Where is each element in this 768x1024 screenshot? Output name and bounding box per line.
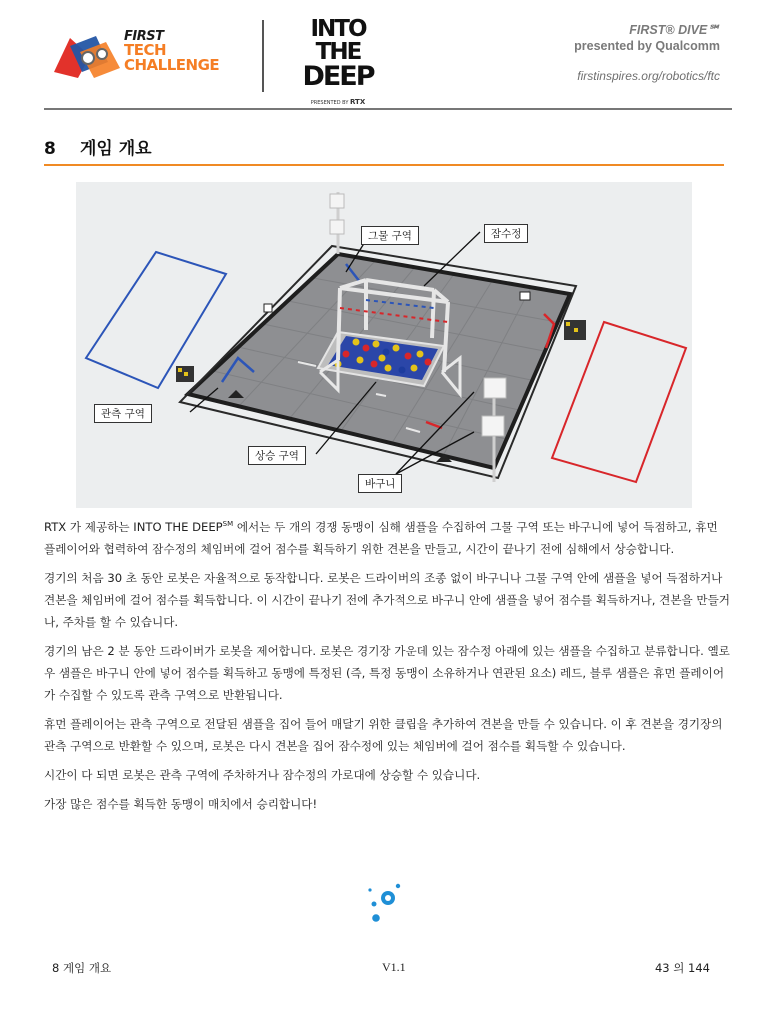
apriltag-marker [520,292,530,300]
section-number: 8 [44,139,56,159]
callout-basket: 바구니 [358,474,402,493]
footer-page-number: 43 의 144 [654,961,710,975]
section-title: 게임 개요 [80,139,152,159]
into-the-deep-logo [288,16,388,106]
footer-version: V1.1 [382,960,406,974]
paragraph-driver-controlled: 경기의 남은 2 분 동안 드라이버가 로봇을 제어합니다. 로봇은 경기장 가운데 있는 잠수정 아래에 있는 샘플을 수집하고 분류합니다. 옐로우 샘플은 바구니 안에 넣어 점수를 획득하고 동맹에 특정된 (즉, 특정 동맹이 소유하거나 연관된 요소) 레드, 블루 샘플은 휴먼 플레이어가 수집할 수 있도록 관측 구역으로 반환됩니다. [44,644,730,702]
field-figure [76,182,692,508]
page-header [0,0,768,112]
apriltag-marker [264,304,272,312]
ftc-logo-mark-icon [50,32,126,82]
program-url: firstinspires.org/robotics/ftc [577,69,720,83]
program-sponsor: presented by Qualcomm [574,39,720,53]
rtx-sponsor: RTX [349,98,366,106]
header-right-block [574,22,720,83]
logo-line-into-the: INTO THE [310,16,366,65]
callout-submersible: 잠수정 [484,224,528,243]
logo-presented-by: PRESENTED BY RTX [310,98,366,106]
paragraph-winner: 가장 많은 점수를 획득한 동맹이 매치에서 승리합니다! [44,797,318,811]
paragraph-end-game: 시간이 다 되면 로봇은 관측 구역에 주차하거나 잠수정의 가로대에 상승할 수 있습니다. [44,768,481,782]
section-heading [44,134,152,159]
dive-bubbles-icon [362,880,406,926]
footer-section: 8 게임 개요 [52,961,112,975]
header-divider [262,20,264,92]
paragraph-intro: RTX 가 제공하는 INTO THE DEEP℠ 에서는 두 개의 경쟁 동맹이 심해 샘플을 수집하여 그물 구역 또는 바구니에 넣어 득점하고, 휴먼 플레이어와 협력하여 잠수정의 체임버에 걸어 점수를 획득하기 위한 견본을 만들고, 시간이 끝나기 전에 심해에서 상승합니다. [44,520,718,556]
paragraph-human-player: 휴먼 플레이어는 관측 구역으로 전달된 샘플을 집어 들어 매달기 위한 클립을 추가하여 견본을 만들 수 있습니다. 이 후 견본을 경기장의 관측 구역으로 반환할 수 있으며, 로봇은 다시 견본을 집어 잠수정에 있는 체임버에 걸어 점수를 획득할 수 있습니다. [44,717,723,753]
program-name: FIRST® DIVE℠ [629,23,720,37]
red-human-player-area [552,322,686,482]
body-text [44,516,730,822]
ftc-logo-tech: TECH [124,41,167,59]
callout-net-zone: 그물 구역 [361,226,419,245]
callout-ascent-zone: 상승 구역 [248,446,306,465]
first-tech-challenge-logo [50,30,230,86]
ftc-logo-challenge: CHALLENGE [124,56,220,74]
callout-observation-zone: 관측 구역 [94,404,152,423]
paragraph-autonomous: 경기의 처음 30 초 동안 로봇은 자율적으로 동작합니다. 로봇은 드라이버의 조종 없이 바구니나 그물 구역 안에 샘플을 넣어 득점하거나 견본을 체임버에 걸어 점수를 획득합니다. 이 시간이 끝나기 전에 추가적으로 바구니 안에 샘플을 넣어 점수를 획득하거나, 견본을 만들거나, 주차를 할 수 있습니다. [44,571,731,629]
section-rule [44,164,724,166]
logo-line-deep: DEEP [302,61,374,92]
ftc-logo-first: FIRST [124,29,164,44]
blue-human-player-area [86,252,226,388]
header-rule [44,108,732,110]
